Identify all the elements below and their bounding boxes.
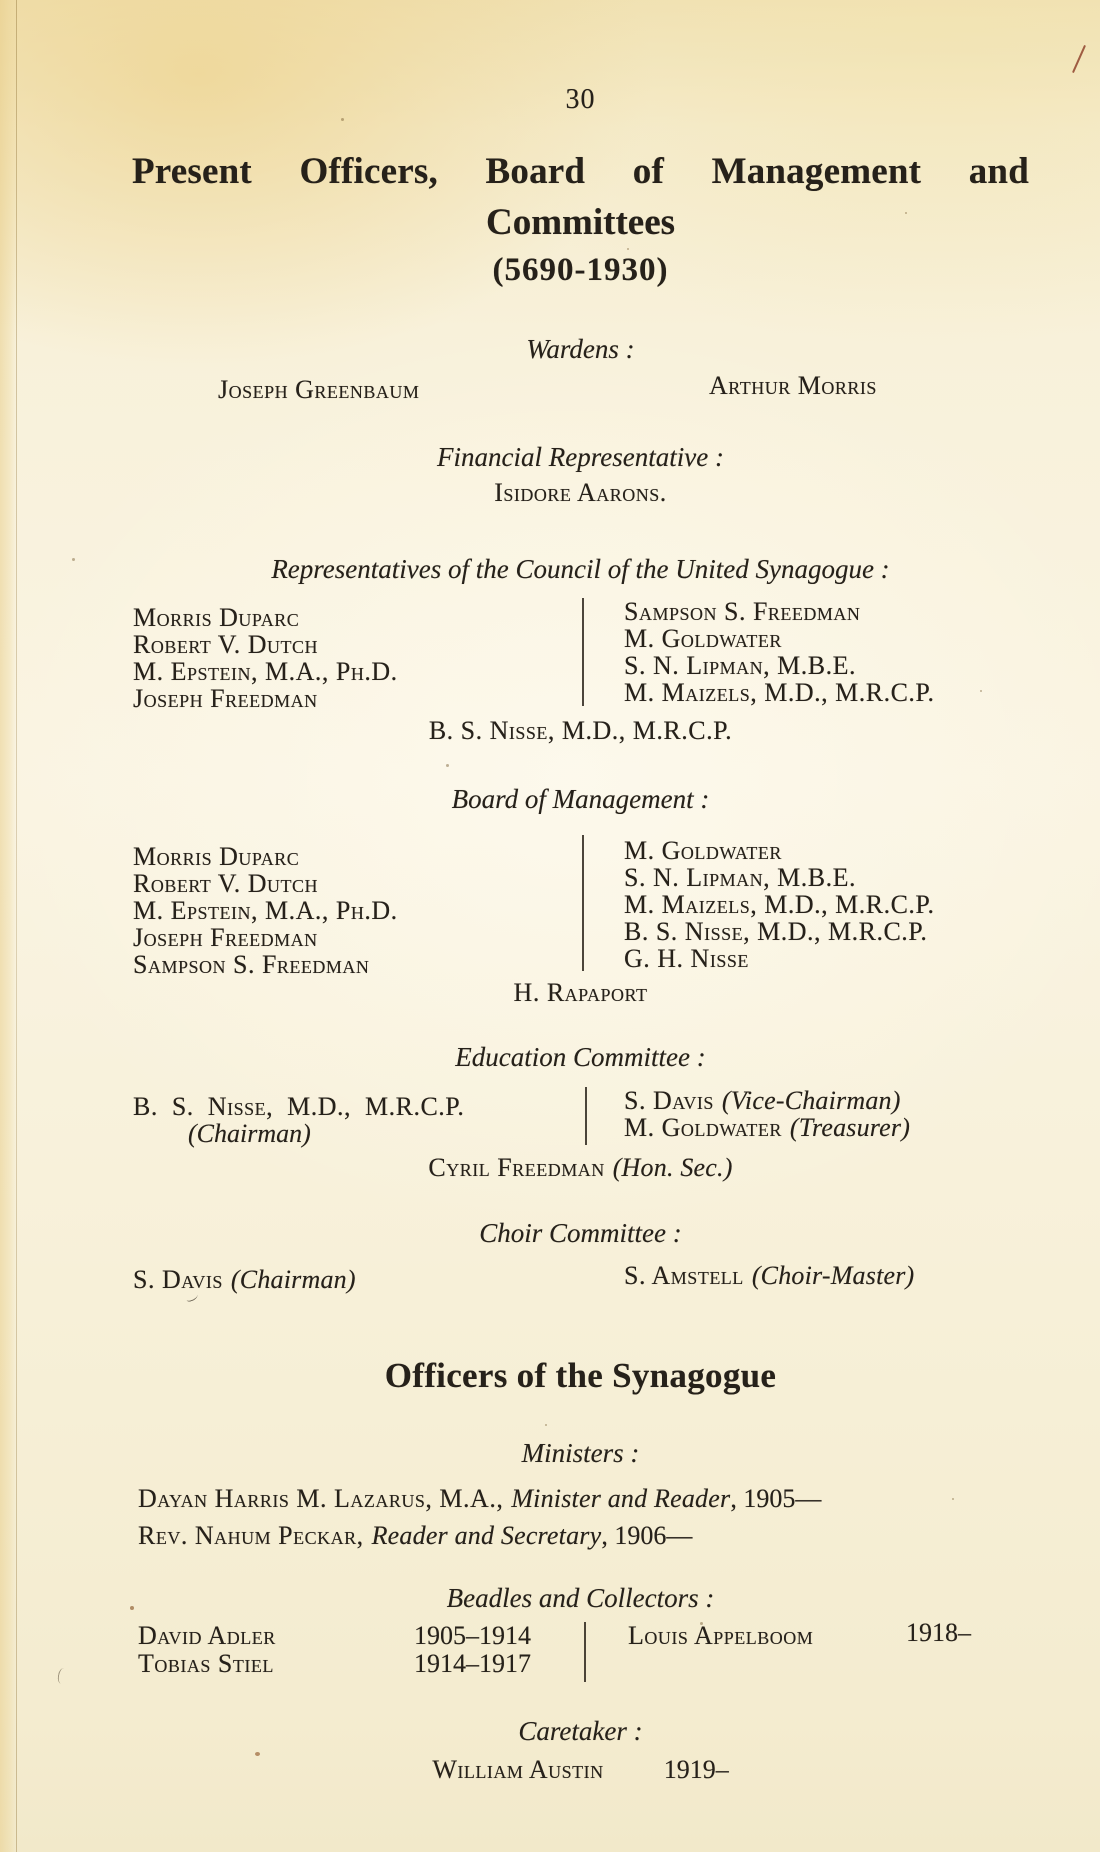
caretaker-row (133, 1755, 1028, 1785)
choir-committee-heading: Choir Committee : (479, 1218, 682, 1248)
board-member: S. N. Lipman, M.B.E. (624, 863, 856, 892)
council-right-column (624, 598, 1028, 706)
caretaker-heading: Caretaker : (518, 1716, 643, 1746)
council-representatives-heading: Representatives of the Council of the United Synagogue : (271, 554, 890, 584)
board-member: M. Epstein, M.A., Ph.D. (133, 896, 398, 925)
minister-entry (138, 1480, 1028, 1517)
council-member: Robert V. Dutch (133, 630, 318, 659)
beadle-dates: 1905–1914 (414, 1621, 531, 1650)
board-member: Morris Duparc (133, 842, 300, 871)
minister-role: Reader and Secretary (371, 1521, 602, 1550)
education-right-column (624, 1087, 1028, 1141)
ministers-heading: Ministers : (521, 1438, 640, 1468)
minister-dates: , 1905— (730, 1484, 822, 1513)
minister-entry (138, 1517, 1028, 1554)
board-member: Joseph Freedman (133, 923, 318, 952)
warden-name-right: Arthur Morris (709, 371, 877, 400)
page-crease-line (16, 0, 17, 1852)
board-member: Robert V. Dutch (133, 869, 318, 898)
paper-speck (545, 1424, 547, 1426)
member-role: (Treasurer) (789, 1113, 911, 1142)
ink-squiggle (57, 1667, 69, 1684)
member-name: Cyril Freedman (428, 1153, 605, 1182)
board-left-column (133, 843, 573, 978)
caretaker-name: William Austin (432, 1755, 604, 1784)
main-title-line1: Present Officers, Board of Management and (132, 151, 1029, 192)
minister-dates: , 1906— (601, 1521, 693, 1550)
council-left-column (133, 604, 573, 712)
member-role: (Chairman) (230, 1265, 356, 1294)
paper-speck (341, 118, 344, 121)
education-treasurer (624, 1114, 1028, 1141)
education-hon-sec (133, 1153, 1028, 1183)
board-member: Sampson S. Freedman (133, 950, 370, 979)
beadle-name: Louis Appelboom (628, 1621, 814, 1650)
beadles-left-dates (414, 1622, 531, 1678)
minister-name: Rev. Nahum Peckar, (138, 1521, 364, 1550)
council-member: Morris Duparc (133, 603, 300, 632)
officers-of-synagogue-heading: Officers of the Synagogue (384, 1356, 777, 1395)
education-committee-heading: Education Committee : (455, 1042, 706, 1072)
beadle-name: David Adler (138, 1621, 276, 1650)
financial-representative-name: Isidore Aarons. (494, 478, 667, 507)
council-member: M. Maizels, M.D., M.R.C.P. (624, 678, 935, 707)
column-divider (582, 598, 584, 706)
board-of-management-heading: Board of Management : (451, 784, 710, 814)
paper-speck (72, 558, 75, 561)
education-vice-chairman (624, 1087, 1028, 1114)
council-member: Joseph Freedman (133, 684, 318, 713)
board-member: M. Maizels, M.D., M.R.C.P. (624, 890, 935, 919)
board-member: M. Goldwater (624, 836, 782, 865)
education-chairman-name: B. S. Nisse, M.D., M.R.C.P. (133, 1092, 465, 1121)
council-member: Sampson S. Freedman (624, 597, 861, 626)
beadle-dates: 1914–1917 (414, 1649, 531, 1678)
beadles-collectors-heading: Beadles and Collectors : (446, 1583, 715, 1613)
council-member: M. Goldwater (624, 624, 782, 653)
column-divider (584, 1622, 586, 1682)
beadle-dates: 1918– (906, 1618, 971, 1647)
member-role: (Hon. Sec.) (612, 1153, 733, 1182)
warden-name-left: Joseph Greenbaum (218, 375, 420, 404)
main-title-line2: Committees (485, 202, 676, 243)
caretaker-dates: 1919– (663, 1755, 729, 1784)
member-name: M. Goldwater (624, 1113, 782, 1142)
member-name: S. Davis (133, 1265, 223, 1294)
page-number: 30 (565, 84, 596, 115)
council-member: M. Epstein, M.A., Ph.D. (133, 657, 398, 686)
page-edge-band (0, 0, 16, 1852)
choir-chairman (133, 1265, 356, 1295)
council-member: S. N. Lipman, M.B.E. (624, 651, 856, 680)
choir-master (624, 1261, 914, 1291)
education-left-column (133, 1093, 573, 1147)
board-member: G. H. Nisse (624, 944, 749, 973)
minister-role: Minister and Reader (511, 1484, 731, 1513)
financial-representative-heading: Financial Representative : (437, 442, 724, 472)
minister-name: Dayan Harris M. Lazarus, M.A., (138, 1484, 504, 1513)
beadle-name: Tobias Stiel (138, 1649, 274, 1678)
column-divider (582, 835, 584, 971)
education-chairman-role: (Chairman) (188, 1119, 311, 1148)
paper-speck (627, 248, 629, 250)
board-centered-name: H. Rapaport (513, 978, 648, 1007)
scan-hair-mark (1072, 45, 1086, 73)
paper-speck (446, 764, 449, 767)
member-name: S. Davis (624, 1086, 714, 1115)
column-divider (585, 1087, 587, 1145)
member-role: (Choir-Master) (751, 1261, 915, 1290)
member-name: S. Amstell (624, 1261, 744, 1290)
beadles-left-names (138, 1622, 276, 1678)
main-title-year: (5690-1930) (492, 252, 669, 288)
wardens-heading: Wardens : (526, 334, 635, 364)
ministers-list (133, 1480, 1028, 1554)
board-member: B. S. Nisse, M.D., M.R.C.P. (624, 917, 928, 946)
board-right-column (624, 837, 1028, 972)
council-centered-name: B. S. Nisse, M.D., M.R.C.P. (428, 716, 733, 745)
member-role: (Vice-Chairman) (721, 1086, 901, 1115)
